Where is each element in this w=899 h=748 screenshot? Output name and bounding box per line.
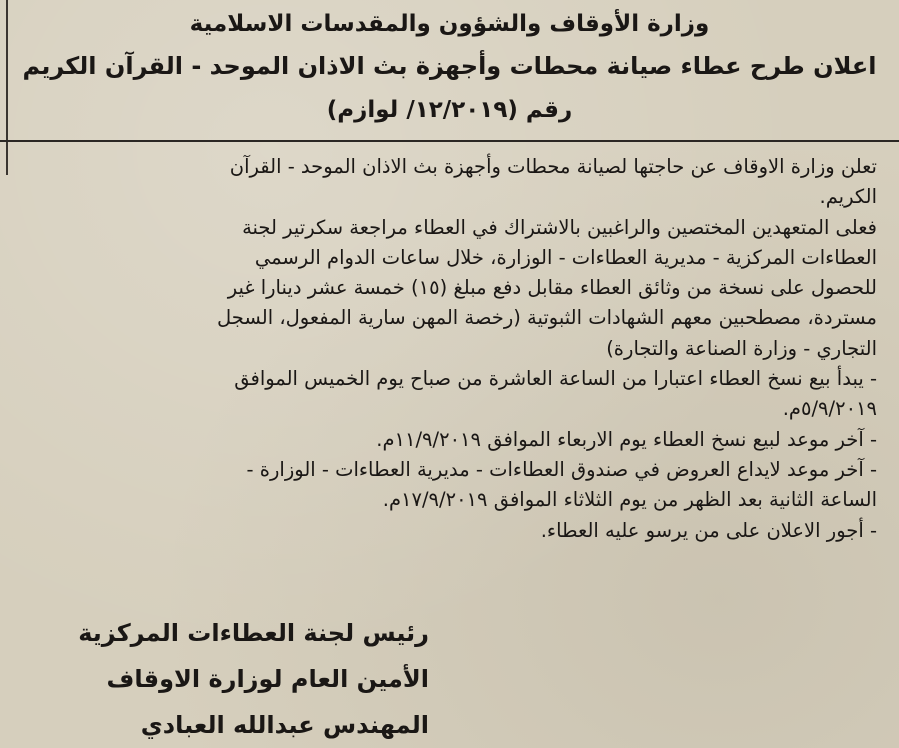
announcement-header — [0, 4, 899, 132]
header-divider — [0, 140, 899, 142]
body-line: للحصول على نسخة من وثائق العطاء مقابل دفع مبلغ (١٥) خمسة عشر دينارا غير — [227, 276, 877, 300]
body-line: - يبدأ بيع نسخ العطاء اعتبارا من الساعة العاشرة من صباح يوم الخميس الموافق — [234, 367, 877, 391]
body-line: التجاري - وزارة الصناعة والتجارة) — [606, 336, 877, 360]
ministry-name: وزارة الأوقاف والشؤون والمقدسات الاسلامية — [189, 11, 710, 37]
body-line: - آخر موعد لايداع العروض في صندوق العطاءات - مديرية العطاءات - الوزارة - — [246, 457, 877, 481]
signature-position: الأمين العام لوزارة الاوقاف — [106, 665, 429, 693]
signature-name: المهندس عبدالله العبادي — [140, 711, 429, 739]
signature-title: رئيس لجنة العطاءات المركزية — [78, 619, 429, 647]
body-line: الساعة الثانية بعد الظهر من يوم الثلاثاء الموافق ١٧/٩/٢٠١٩م. — [382, 488, 877, 512]
body-line: - أجور الاعلان على من يرسو عليه العطاء. — [540, 518, 877, 542]
body-line: الكريم. — [819, 185, 877, 209]
body-line: ٥/٩/٢٠١٩م. — [782, 397, 877, 421]
body-line: مستردة، مصطحبين معهم الشهادات الثبوتية (رخصة المهن سارية المفعول، السجل — [217, 306, 877, 330]
body-line: فعلى المتعهدين المختصين والراغبين بالاشتراك في العطاء مراجعة سكرتير لجنة — [242, 215, 877, 239]
announcement-body — [18, 152, 877, 546]
body-line: العطاءات المركزية - مديرية العطاءات - الوزارة، خلال ساعات الدوام الرسمي — [254, 245, 877, 269]
body-line: تعلن وزارة الاوقاف عن حاجتها لصيانة محطات وأجهزة بث الاذان الموحد - القرآن — [229, 155, 877, 178]
announcement-title: اعلان طرح عطاء صيانة محطات وأجهزة بث الاذان الموحد - القرآن الكريم — [22, 52, 877, 80]
signature-block — [9, 610, 429, 748]
body-line: - آخر موعد لبيع نسخ العطاء يوم الاربعاء الموافق ١١/٩/٢٠١٩م. — [376, 427, 877, 451]
tender-number: رقم (١٢/٢٠١٩/ لوازم) — [326, 97, 573, 123]
